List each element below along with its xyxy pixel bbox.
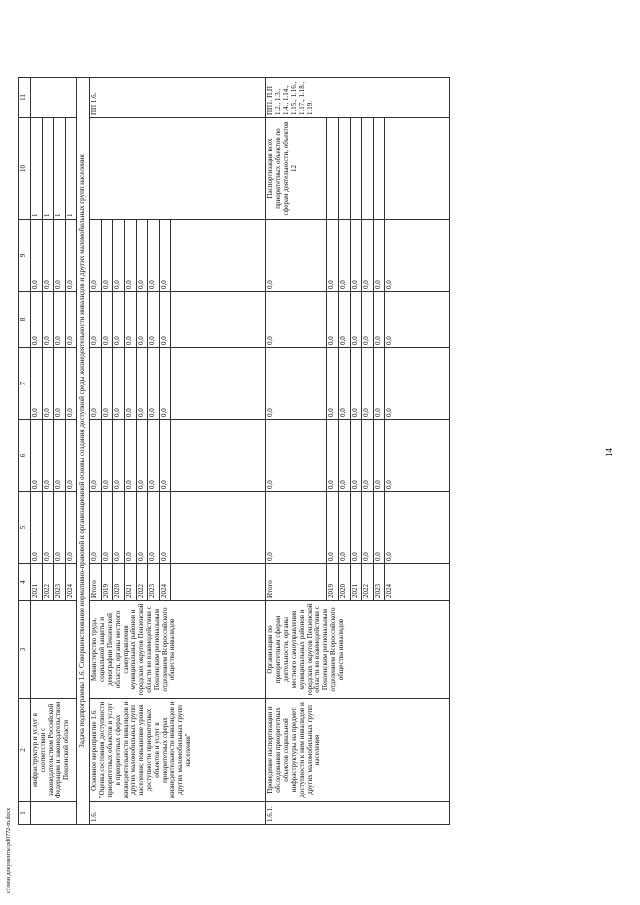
- empty-cell: [31, 601, 77, 699]
- value-cell: 0,0: [136, 420, 148, 492]
- empty-cell: [171, 420, 266, 492]
- empty-cell: [350, 118, 362, 220]
- reference-cell: ПП1. П.П 1.2., 1.3., 1.4., 1.14., 1.15., 1.16., 1.17., 1.18., 1.19.: [266, 78, 450, 118]
- value-cell: 0,0: [350, 492, 362, 564]
- value-cell: 0,0: [338, 420, 350, 492]
- value-cell: 0,0: [31, 220, 43, 292]
- year-cell: 2022: [362, 564, 374, 601]
- year-cell: 2023: [373, 564, 385, 601]
- value-cell: 0,0: [148, 348, 160, 420]
- value-cell: 0,0: [350, 220, 362, 292]
- value-cell: 0,0: [338, 348, 350, 420]
- header-cell: 2: [19, 699, 31, 802]
- executor-cell: Организации по приоритетным сферам деятельности, органы местного самоуправления муниципальных районов и городских округов Пензенской области во взаимодействии с Пензенским региональным отделением Всероссийского общества инвалидов: [266, 601, 450, 699]
- header-cell: 6: [19, 420, 31, 492]
- item-number: 1.6.: [90, 802, 266, 825]
- value-cell: 0,0: [159, 348, 171, 420]
- section-title: Задача подпрограммы 1.6. Совершенствование нормативно-правовой и организационной основы создания доступной среды жизнедеятельности инвалидов и других маломобильных групп населения: [77, 78, 90, 825]
- empty-cell: [327, 118, 339, 220]
- value-cell: 0,0: [148, 420, 160, 492]
- value-cell: 0,0: [338, 492, 350, 564]
- value-cell: 0,0: [362, 292, 374, 348]
- header-row: [19, 78, 31, 825]
- value-cell: 0,0: [124, 492, 136, 564]
- value-cell: 0,0: [136, 292, 148, 348]
- empty-cell: [338, 118, 350, 220]
- program-table: [18, 77, 450, 825]
- value-cell: 0,0: [327, 492, 339, 564]
- value-cell: 0,0: [42, 492, 54, 564]
- value-cell: 0,0: [338, 220, 350, 292]
- measure-name: Проведение паспортизации и обследования приоритетных объектов социальной инфраструктуры на предмет доступности к ним инвалидов и других маломобильных групп населения: [266, 699, 450, 802]
- value-cell: 0,0: [362, 220, 374, 292]
- value-cell: 0,0: [65, 492, 77, 564]
- value-cell: 0,0: [350, 348, 362, 420]
- continued-text: инфраструктур и услуг в соответствии с законодательством Российской Федерации и законодательством Пензенской области: [31, 699, 77, 802]
- value-cell: 0,0: [42, 220, 54, 292]
- year-cell: 2019: [327, 564, 339, 601]
- value-cell: 0,0: [54, 220, 66, 292]
- value-cell: 0,0: [113, 420, 125, 492]
- year-cell: 2021: [31, 564, 43, 601]
- value-cell: 0,0: [362, 492, 374, 564]
- value-cell: 0,0: [113, 292, 125, 348]
- value-cell: 0,0: [148, 292, 160, 348]
- reference-cell: ПП 1.6.: [90, 78, 266, 118]
- empty-cell: [171, 348, 266, 420]
- section-row: [77, 78, 90, 825]
- value-cell: 0,0: [327, 220, 339, 292]
- value-cell: 0,0: [113, 492, 125, 564]
- value-cell: 0,0: [31, 292, 43, 348]
- value-cell: 0,0: [266, 420, 327, 492]
- value-cell: 0,0: [136, 492, 148, 564]
- value-cell: 0,0: [136, 348, 148, 420]
- value-cell: 0,0: [327, 348, 339, 420]
- year-cell: 2021: [124, 564, 136, 601]
- indicator-cell: 1: [65, 118, 77, 220]
- header-cell: 4: [19, 564, 31, 601]
- year-cell: 2020: [338, 564, 350, 601]
- year-cell: 2023: [54, 564, 66, 601]
- value-cell: 0,0: [90, 348, 102, 420]
- value-cell: 0,0: [31, 492, 43, 564]
- indicator-cell: 1: [54, 118, 66, 220]
- value-cell: 0,0: [31, 348, 43, 420]
- value-cell: 0,0: [338, 292, 350, 348]
- value-cell: 0,0: [31, 420, 43, 492]
- indicator-text: Паспортизация всех приоритетных объектов по сферам деятельности, объектов: [266, 121, 291, 216]
- table-row: [31, 78, 43, 825]
- year-cell: Итого: [90, 564, 102, 601]
- value-cell: 0,0: [90, 420, 102, 492]
- value-cell: 0,0: [42, 420, 54, 492]
- value-cell: 0,0: [42, 348, 54, 420]
- year-cell: 2024: [385, 564, 450, 601]
- value-cell: 0,0: [65, 220, 77, 292]
- value-cell: 0,0: [373, 292, 385, 348]
- header-cell: 7: [19, 348, 31, 420]
- value-cell: 0,0: [159, 220, 171, 292]
- year-cell: 2024: [65, 564, 77, 601]
- indicator-cell: 1: [31, 118, 43, 220]
- header-cell: 3: [19, 601, 31, 699]
- value-cell: 0,0: [362, 348, 374, 420]
- value-cell: 0,0: [266, 220, 327, 292]
- value-cell: 0,0: [266, 492, 327, 564]
- year-cell: Итого: [266, 564, 327, 601]
- value-cell: 0,0: [362, 420, 374, 492]
- value-cell: 0,0: [373, 348, 385, 420]
- value-cell: 0,0: [90, 220, 102, 292]
- value-cell: 0,0: [385, 492, 450, 564]
- value-cell: 0,0: [54, 420, 66, 492]
- value-cell: 0,0: [385, 292, 450, 348]
- value-cell: 0,0: [101, 420, 113, 492]
- empty-cell: [31, 802, 77, 825]
- value-cell: 0,0: [373, 220, 385, 292]
- value-cell: 0,0: [385, 220, 450, 292]
- value-cell: 0,0: [266, 348, 327, 420]
- empty-cell: [362, 118, 374, 220]
- value-cell: 0,0: [54, 292, 66, 348]
- footer-path: c:\мои документы\pd0772-m.docx: [6, 807, 12, 893]
- value-cell: 0,0: [350, 420, 362, 492]
- value-cell: 0,0: [65, 348, 77, 420]
- value-cell: 0,0: [124, 348, 136, 420]
- value-cell: 0,0: [101, 292, 113, 348]
- value-cell: 0,0: [148, 220, 160, 292]
- empty-cell: [171, 492, 266, 564]
- value-cell: 0,0: [124, 292, 136, 348]
- table-row: [90, 78, 102, 825]
- value-cell: 0,0: [124, 220, 136, 292]
- value-cell: 0,0: [148, 492, 160, 564]
- value-cell: 0,0: [124, 420, 136, 492]
- value-cell: 0,0: [54, 492, 66, 564]
- value-cell: 0,0: [136, 220, 148, 292]
- indicator-cell: 1: [42, 118, 54, 220]
- item-number: 1.6.1.: [266, 802, 450, 825]
- empty-cell: [373, 118, 385, 220]
- indicator-cell: [90, 118, 266, 220]
- year-cell: 2020: [113, 564, 125, 601]
- header-cell: 9: [19, 220, 31, 292]
- executor-cell: Министерство труда, социальной защиты и демографии Пензенской области, органы местного самоуправления муниципальных районов и городских округов Пензенской области во взаимодействии с Пензенским региональным отделением Всероссийского общества инвалидов: [90, 601, 266, 699]
- value-cell: 0,0: [113, 348, 125, 420]
- value-cell: 0,0: [327, 292, 339, 348]
- header-cell: 8: [19, 292, 31, 348]
- year-cell: 2022: [136, 564, 148, 601]
- table-row: [266, 78, 327, 825]
- value-cell: 0,0: [159, 292, 171, 348]
- value-cell: 0,0: [266, 292, 327, 348]
- value-cell: 0,0: [54, 348, 66, 420]
- value-cell: 0,0: [350, 292, 362, 348]
- header-cell: 10: [19, 118, 31, 220]
- indicator-value: 12: [289, 165, 298, 172]
- empty-cell: [171, 564, 266, 601]
- year-cell: 2022: [42, 564, 54, 601]
- value-cell: 0,0: [65, 420, 77, 492]
- value-cell: 0,0: [90, 292, 102, 348]
- year-cell: 2019: [101, 564, 113, 601]
- empty-cell: [171, 220, 266, 292]
- measure-name: Основное мероприятие 1.6. "Оценка состояния доступности приоритетных объектов и услуг в приоритетных сферах жизнедеятельности инвалидов и других маломобильных групп населения; повышение уровня доступности приоритетных объектов и услуг в приоритетных сферах жизнедеятельности инвалидов и других маломобильных групп населения": [90, 699, 266, 802]
- empty-cell: [385, 118, 450, 220]
- page-number: 14: [604, 448, 614, 457]
- value-cell: 0,0: [327, 420, 339, 492]
- header-cell: 5: [19, 492, 31, 564]
- year-cell: 2023: [148, 564, 160, 601]
- value-cell: 0,0: [90, 492, 102, 564]
- value-cell: 0,0: [385, 348, 450, 420]
- value-cell: 0,0: [373, 492, 385, 564]
- value-cell: 0,0: [101, 220, 113, 292]
- empty-cell: [171, 292, 266, 348]
- value-cell: 0,0: [101, 348, 113, 420]
- year-cell: 2024: [159, 564, 171, 601]
- value-cell: 0,0: [101, 492, 113, 564]
- value-cell: 0,0: [65, 292, 77, 348]
- value-cell: 0,0: [113, 220, 125, 292]
- value-cell: 0,0: [42, 292, 54, 348]
- header-cell: 11: [19, 78, 31, 118]
- year-cell: 2021: [350, 564, 362, 601]
- value-cell: 0,0: [159, 492, 171, 564]
- indicator-cell: [266, 118, 327, 220]
- value-cell: 0,0: [373, 420, 385, 492]
- value-cell: 0,0: [159, 420, 171, 492]
- header-cell: 1: [19, 802, 31, 825]
- empty-cell: [31, 78, 77, 118]
- value-cell: 0,0: [385, 420, 450, 492]
